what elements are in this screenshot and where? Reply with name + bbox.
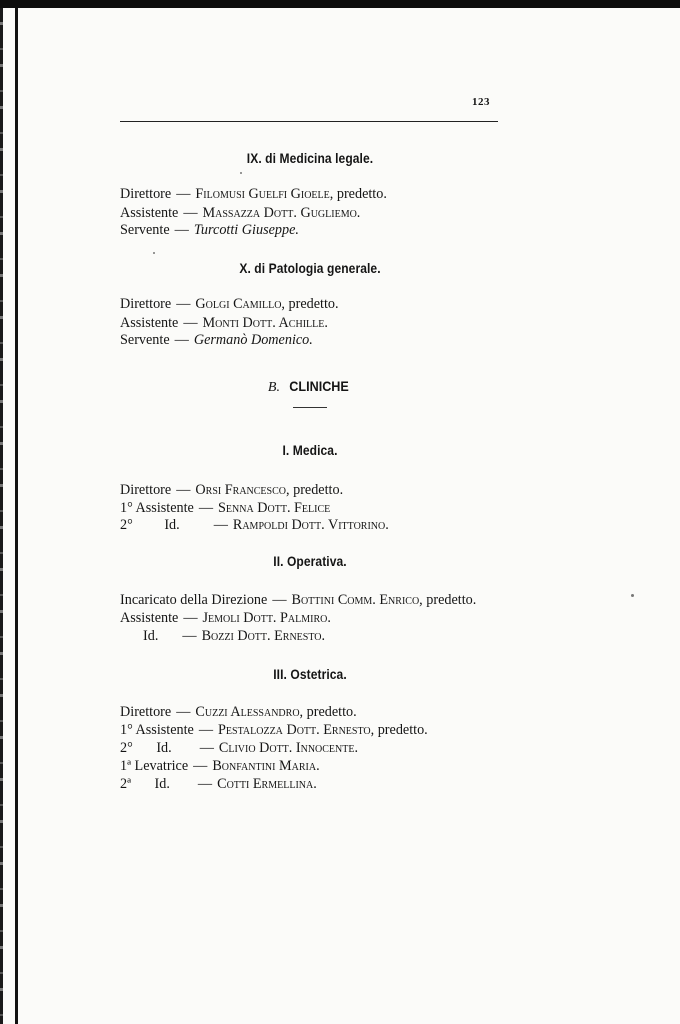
scan-speck — [240, 172, 242, 174]
part-letter: B. — [267, 380, 280, 395]
role-label: Incaricato della Direzione — [120, 592, 268, 608]
part-heading-cliniche — [180, 378, 440, 396]
person-name: Cotti Ermellina. — [217, 776, 317, 792]
person-name: Bottini Comm. Enrico, — [291, 592, 423, 608]
staff-row — [120, 592, 476, 612]
scan-binding-edge — [0, 8, 3, 1024]
scan-binding-line — [15, 8, 18, 1024]
section-heading-patologia-generale: X. di Patologia generale. — [239, 260, 381, 276]
role-label: Assistente — [120, 610, 179, 626]
person-name: Monti Dott. Achille. — [202, 315, 328, 331]
staff-row — [120, 222, 299, 242]
staff-row — [120, 332, 313, 352]
note: predetto. — [377, 722, 428, 738]
dash: — — [174, 222, 189, 238]
dash: — — [183, 205, 198, 221]
person-name: Clivio Dott. Innocente. — [218, 740, 359, 756]
page-number: 123 — [472, 96, 490, 108]
role-label: Assistente — [120, 315, 179, 331]
staff-row — [120, 610, 331, 630]
staff-row — [120, 517, 389, 537]
staff-row — [120, 776, 317, 796]
dash: — — [193, 758, 208, 774]
role-label: 1° Assistente — [120, 500, 194, 516]
section-heading-operativa: II. Operativa. — [273, 553, 347, 569]
person-name: Cuzzi Alessandro, — [195, 704, 304, 720]
person-name: Pestalozza Dott. Ernesto, — [218, 722, 375, 738]
person-name: Massazza Dott. Gugliemo. — [202, 205, 361, 221]
role-label: Assistente — [120, 205, 179, 221]
staff-row — [120, 704, 357, 724]
part-title: CLINICHE — [289, 378, 349, 394]
role-label: 2° Id. — [120, 517, 180, 533]
staff-row — [120, 740, 358, 760]
role-label: Servente — [120, 332, 170, 348]
scan-top-border — [0, 0, 680, 8]
short-rule — [293, 407, 327, 408]
person-name: Turcotti Giuseppe. — [193, 222, 299, 238]
note: predetto. — [288, 296, 339, 312]
role-label: Direttore — [120, 482, 172, 498]
header-rule — [120, 121, 498, 122]
person-name: Germanò Domenico. — [193, 332, 313, 348]
dash: — — [174, 332, 189, 348]
section-heading-ostetrica: III. Ostetrica. — [273, 666, 347, 682]
note: predetto. — [426, 592, 477, 608]
person-name: Bozzi Dott. Ernesto. — [201, 628, 326, 644]
person-name: Filomusi Guelfi Gioele, — [195, 186, 334, 202]
dash: — — [198, 500, 214, 516]
dash: — — [198, 722, 214, 738]
staff-row — [120, 482, 343, 502]
dash: — — [183, 610, 198, 626]
role-label: Direttore — [120, 296, 172, 312]
person-name: Senna Dott. Felice — [218, 500, 331, 516]
staff-row — [120, 722, 428, 742]
note: predetto. — [306, 704, 357, 720]
dash: — — [176, 704, 191, 720]
role-label: 2° Id. — [120, 740, 172, 756]
role-label: Servente — [120, 222, 170, 238]
section-heading-medicina-legale: IX. di Medicina legale. — [246, 150, 374, 166]
dash: — — [183, 315, 198, 331]
role-label: Id. — [143, 628, 159, 644]
person-name: Golgi Camillo, — [195, 296, 285, 312]
staff-row — [120, 296, 339, 316]
role-label: Direttore — [120, 704, 172, 720]
dash: — — [182, 628, 197, 644]
dash: — — [197, 776, 213, 792]
scan-speck — [631, 594, 634, 597]
role-label: 1ª Levatrice — [120, 758, 189, 774]
role-label: 2ª Id. — [120, 776, 170, 792]
staff-row — [120, 758, 320, 778]
person-name: Jemoli Dott. Palmiro. — [202, 610, 331, 626]
role-label: 1° Assistente — [120, 722, 194, 738]
staff-row — [120, 628, 325, 648]
dash: — — [199, 740, 214, 756]
scan-speck — [153, 252, 155, 254]
dash: — — [213, 517, 228, 533]
dash: — — [272, 592, 287, 608]
person-name: Bonfantini Maria. — [212, 758, 320, 774]
dash: — — [176, 482, 191, 498]
note: predetto. — [336, 186, 387, 202]
dash: — — [176, 296, 191, 312]
section-heading-medica: I. Medica. — [282, 442, 338, 458]
staff-row — [120, 186, 387, 206]
note: predetto. — [293, 482, 344, 498]
dash: — — [176, 186, 191, 202]
person-name: Orsi Francesco, — [195, 482, 290, 498]
person-name: Rampoldi Dott. Vittorino. — [232, 517, 389, 533]
role-label: Direttore — [120, 186, 172, 202]
